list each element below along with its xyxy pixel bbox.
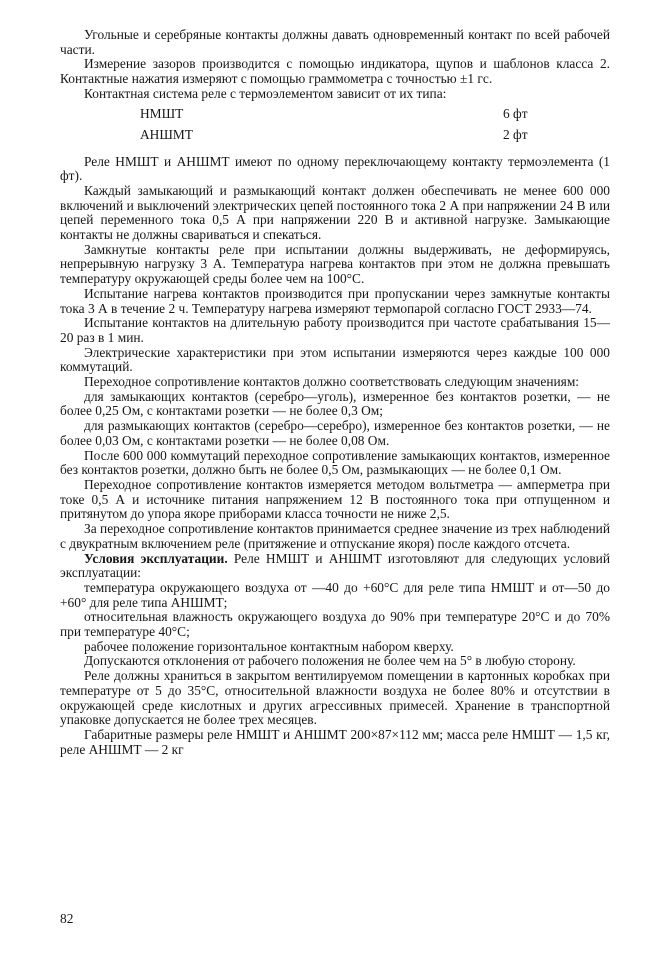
conditions-paragraph <box>60 552 610 581</box>
paragraph: Испытание нагрева контактов производится при пропускании через замкнутые контакты тока 3 А в течение 2 ч. Температуру нагрева измеряют термопарой согласно ГОСТ 2933—74. <box>60 285 610 316</box>
paragraph: Электрические характеристики при этом испытании измеряются через каждые 100 000 коммутаций. <box>60 344 610 375</box>
paragraph: За переходное сопротивление контактов принимается среднее значение из трех наблюдений с двукратным включением реле (притяжение и отпускание якоря) после каждого отсчета. <box>60 521 610 551</box>
relay-type: НМШТ <box>140 105 184 121</box>
relay-type: АНШМТ <box>140 126 193 142</box>
paragraph: Измерение зазоров производится с помощью индикатора, щупов и шаблонов класса 2. Контактные нажатия измеряют с помощью граммометра с точностью ±1 гс. <box>60 56 610 87</box>
text-column <box>60 28 610 757</box>
paragraph: Угольные и серебряные контакты должны давать одновременный контакт по всей рабочей части. <box>60 27 610 57</box>
contact-count: 2 фт <box>503 126 528 142</box>
conditions-intro: Реле НМШТ и АНШМТ изготовляют для следующих условий эксплуатации: <box>60 550 610 581</box>
paragraph: для замыкающих контактов (серебро—уголь), измеренное без контактов розетки, — не более 0,25 Ом, с контактами розетки — не более 0,3 Ом; <box>60 388 610 419</box>
paragraph: Испытание контактов на длительную работу производится при частоте срабатывания 15—20 раз в 1 мин. <box>60 315 610 345</box>
table-row <box>60 128 610 149</box>
conditions-heading: Условия эксплуатации. <box>84 550 228 566</box>
paragraph: Реле должны храниться в закрытом вентилируемом помещении в картонных коробках при температуре от 5 до 35°С, относительной влажности воздуха не более 80% и отсутствии в окружающей среде кислотных и других агрессивных примесей. Хранение в транспортной упаковке допускается не более трех месяцев. <box>60 668 610 728</box>
paragraph: Переходное сопротивление контактов измеряется методом вольтметра — амперметра при токе 0,5 А и источнике питания напряжением 12 В постоянного тока при отпущенном и притянутом до упора якоре приборами класса точности не ниже 2,5. <box>60 476 610 522</box>
contact-count: 6 фт <box>503 105 528 121</box>
paragraph: относительная влажность окружающего воздуха до 90% при температуре 20°С и до 70% при температуре 40°С; <box>60 609 610 640</box>
paragraph: Реле НМШТ и АНШМТ имеют по одному переключающему контакту термоэлемента (1 фт). <box>60 153 610 184</box>
contact-type-table <box>60 107 610 149</box>
paragraph: температура окружающего воздуха от —40 до +60°С для реле типа НМШТ и от—50 до +60° для реле типа АНШМТ; <box>60 579 610 610</box>
paragraph: Замкнутые контакты реле при испытании должны выдерживать, не деформируясь, непрерывную нагрузку 3 А. Температура нагрева контактов при этом не должна превышать температуру окружающей среды более чем на 100°С. <box>60 241 610 287</box>
paragraph: Контактная система реле с термоэлементом зависит от их типа: <box>84 85 447 101</box>
paragraph: Допускаются отклонения от рабочего положения не более чем на 5° в любую сторону. <box>84 653 576 669</box>
table-row <box>60 107 610 128</box>
paragraph: После 600 000 коммутаций переходное сопротивление замыкающих контактов, измеренное без контактов розетки, должно быть не более 0,5 Ом, размыкающих — не более 0,1 Ом. <box>60 447 610 478</box>
paragraph: Переходное сопротивление контактов должно соответствовать следующим значениям: <box>84 374 580 390</box>
paragraph: рабочее положение горизонтальное контактным набором кверху. <box>84 638 454 654</box>
paragraph: для размыкающих контактов (серебро—серебро), измеренное без контактов розетки, — не более 0,03 Ом, с контактами розетки — не более 0,08 Ом. <box>60 418 610 448</box>
page-number: 82 <box>60 911 74 926</box>
paragraph: Габаритные размеры реле НМШТ и АНШМТ 200×87×112 мм; масса реле НМШТ — 1,5 кг, реле АНШМТ — 2 кг <box>60 726 610 757</box>
paragraph: Каждый замыкающий и размыкающий контакт должен обеспечивать не менее 600 000 включений и выключений электрических цепей постоянного тока 2 А при напряжении 24 В или цепей переменного тока 0,5 А при напряжении 220 В и активной нагрузке. Замыкающие контакты не должны свариваться и спекаться. <box>60 182 610 243</box>
